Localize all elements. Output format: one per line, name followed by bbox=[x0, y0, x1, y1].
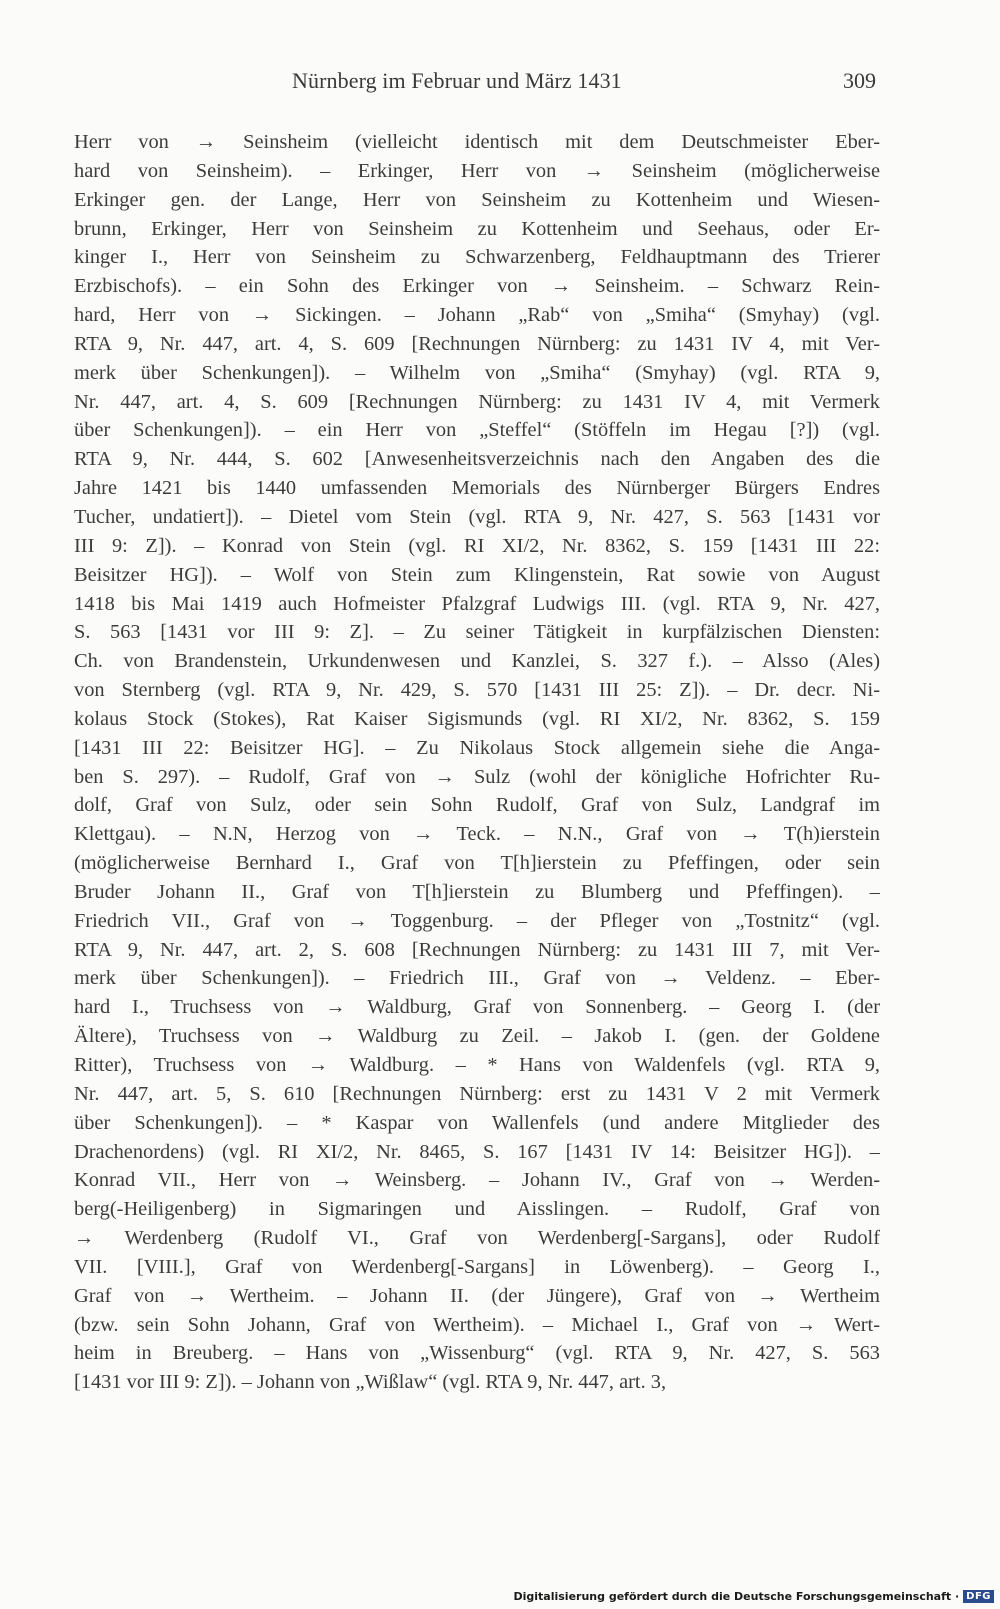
text-line: Ältere), Truchsess von → Waldburg zu Zeil. – Jakob I. (gen. der Goldene bbox=[74, 1025, 880, 1048]
text-line: brunn, Erkinger, Herr von Seinsheim zu Kottenheim und Seehaus, oder Er- bbox=[74, 217, 880, 240]
body-text bbox=[74, 128, 880, 1397]
text-line: hard von Seinsheim). – Erkinger, Herr von → Seinsheim (möglicherweise bbox=[74, 159, 880, 182]
text-line: von Sternberg (vgl. RTA 9, Nr. 429, S. 570 [1431 III 25: Z]). – Dr. decr. Ni- bbox=[74, 679, 880, 702]
text-line: hard, Herr von → Sickingen. – Johann „Rab“ von „Smiha“ (Smyhay) (vgl. bbox=[74, 304, 880, 327]
text-line: Konrad VII., Herr von → Weinsberg. – Johann IV., Graf von → Werden- bbox=[74, 1169, 880, 1192]
text-line: dolf, Graf von Sulz, oder sein Sohn Rudolf, Graf von Sulz, Landgraf im bbox=[74, 794, 880, 817]
text-line: III 9: Z]). – Konrad von Stein (vgl. RI XI/2, Nr. 8362, S. 159 [1431 III 22: bbox=[74, 534, 880, 557]
running-title: Nürnberg im Februar und März 1431 bbox=[292, 68, 622, 93]
text-line: Tucher, undatiert]). – Dietel vom Stein (vgl. RTA 9, Nr. 427, S. 563 [1431 vor bbox=[74, 505, 880, 528]
text-line: merk über Schenkungen]). – Wilhelm von „Smiha“ (Smyhay) (vgl. RTA 9, bbox=[74, 361, 880, 384]
text-line: Nr. 447, art. 5, S. 610 [Rechnungen Nürnberg: erst zu 1431 V 2 mit Vermerk bbox=[74, 1082, 880, 1105]
dfg-logo: DFG bbox=[963, 1590, 994, 1603]
text-line: Erzbischofs). – ein Sohn des Erkinger von → Seinsheim. – Schwarz Rein- bbox=[74, 275, 880, 298]
text-line: RTA 9, Nr. 447, art. 4, S. 609 [Rechnungen Nürnberg: zu 1431 IV 4, mit Ver- bbox=[74, 332, 880, 355]
text-line: Beisitzer HG]). – Wolf von Stein zum Klingenstein, Rat sowie von August bbox=[74, 563, 880, 586]
text-line: Jahre 1421 bis 1440 umfassenden Memorials des Nürnberger Bürgers Endres bbox=[74, 477, 880, 500]
text-line: Herr von → Seinsheim (vielleicht identisch mit dem Deutschmeister Eber- bbox=[74, 131, 880, 153]
text-line: kinger I., Herr von Seinsheim zu Schwarzenberg, Feldhauptmann des Trierer bbox=[74, 246, 880, 269]
text-line: VII. [VIII.], Graf von Werdenberg[-Sargans] in Löwenberg). – Georg I., bbox=[74, 1255, 880, 1278]
text-line: Erkinger gen. der Lange, Herr von Seinsheim zu Kottenheim und Wiesen- bbox=[74, 188, 880, 211]
text-line: Drachenordens) (vgl. RI XI/2, Nr. 8465, S. 167 [1431 IV 14: Beisitzer HG]). – bbox=[74, 1140, 880, 1163]
text-line: heim in Breuberg. – Hans von „Wissenburg“ (vgl. RTA 9, Nr. 427, S. 563 bbox=[74, 1342, 880, 1365]
text-line: Ch. von Brandenstein, Urkundenwesen und Kanzlei, S. 327 f.). – Alsso (Ales) bbox=[74, 650, 880, 673]
text-line: Graf von → Wertheim. – Johann II. (der Jüngere), Graf von → Wertheim bbox=[74, 1284, 880, 1307]
text-line: [1431 vor III 9: Z]). – Johann von „Wißlaw“ (vgl. RTA 9, Nr. 447, art. 3, bbox=[74, 1371, 667, 1394]
text-line: Ritter), Truchsess von → Waldburg. – * Hans von Waldenfels (vgl. RTA 9, bbox=[74, 1054, 880, 1076]
text-line: kolaus Stock (Stokes), Rat Kaiser Sigismunds (vgl. RI XI/2, Nr. 8362, S. 159 bbox=[74, 707, 880, 730]
text-line: berg(-Heiligenberg) in Sigmaringen und Aisslingen. – Rudolf, Graf von bbox=[74, 1198, 880, 1221]
digitization-footer bbox=[513, 1590, 994, 1603]
text-line: → Werdenberg (Rudolf VI., Graf von Werdenberg[-Sargans], oder Rudolf bbox=[74, 1227, 880, 1250]
text-line: S. 563 [1431 vor III 9: Z]. – Zu seiner Tätigkeit in kurpfälzischen Diensten: bbox=[74, 621, 880, 644]
text-line: RTA 9, Nr. 447, art. 2, S. 608 [Rechnungen Nürnberg: zu 1431 III 7, mit Ver- bbox=[74, 938, 880, 961]
text-line: Friedrich VII., Graf von → Toggenburg. – der Pfleger von „Tostnitz“ (vgl. bbox=[74, 909, 880, 932]
text-line: (bzw. sein Sohn Johann, Graf von Wertheim). – Michael I., Graf von → Wert- bbox=[74, 1313, 880, 1336]
text-line: merk über Schenkungen]). – Friedrich III., Graf von → Veldenz. – Eber- bbox=[74, 967, 880, 990]
text-line: RTA 9, Nr. 444, S. 602 [Anwesenheitsverzeichnis nach den Angaben des die bbox=[74, 448, 880, 471]
text-line: über Schenkungen]). – * Kaspar von Wallenfels (und andere Mitglieder des bbox=[74, 1111, 880, 1134]
text-line: Klettgau). – N.N, Herzog von → Teck. – N.N., Graf von → T(h)ierstein bbox=[74, 823, 880, 846]
text-line: (möglicherweise Bernhard I., Graf von T[h]ierstein zu Pfeffingen, oder sein bbox=[74, 852, 880, 875]
page-number: 309 bbox=[843, 68, 876, 93]
running-header bbox=[76, 68, 876, 98]
text-line: über Schenkungen]). – ein Herr von „Steffel“ (Stöffeln im Hegau [?]) (vgl. bbox=[74, 419, 880, 442]
text-line: [1431 III 22: Beisitzer HG]. – Zu Nikolaus Stock allgemein siehe die Anga- bbox=[74, 736, 880, 759]
text-line: ben S. 297). – Rudolf, Graf von → Sulz (wohl der königliche Hofrichter Ru- bbox=[74, 765, 880, 788]
text-line: hard I., Truchsess von → Waldburg, Graf von Sonnenberg. – Georg I. (der bbox=[74, 996, 880, 1019]
footer-text: Digitalisierung gefördert durch die Deutsche Forschungsgemeinschaft · bbox=[513, 1590, 960, 1603]
text-line: Bruder Johann II., Graf von T[h]ierstein zu Blumberg und Pfeffingen). – bbox=[74, 880, 880, 903]
text-line: Nr. 447, art. 4, S. 609 [Rechnungen Nürnberg: zu 1431 IV 4, mit Vermerk bbox=[74, 390, 880, 413]
text-line: 1418 bis Mai 1419 auch Hofmeister Pfalzgraf Ludwigs III. (vgl. RTA 9, Nr. 427, bbox=[74, 592, 880, 615]
